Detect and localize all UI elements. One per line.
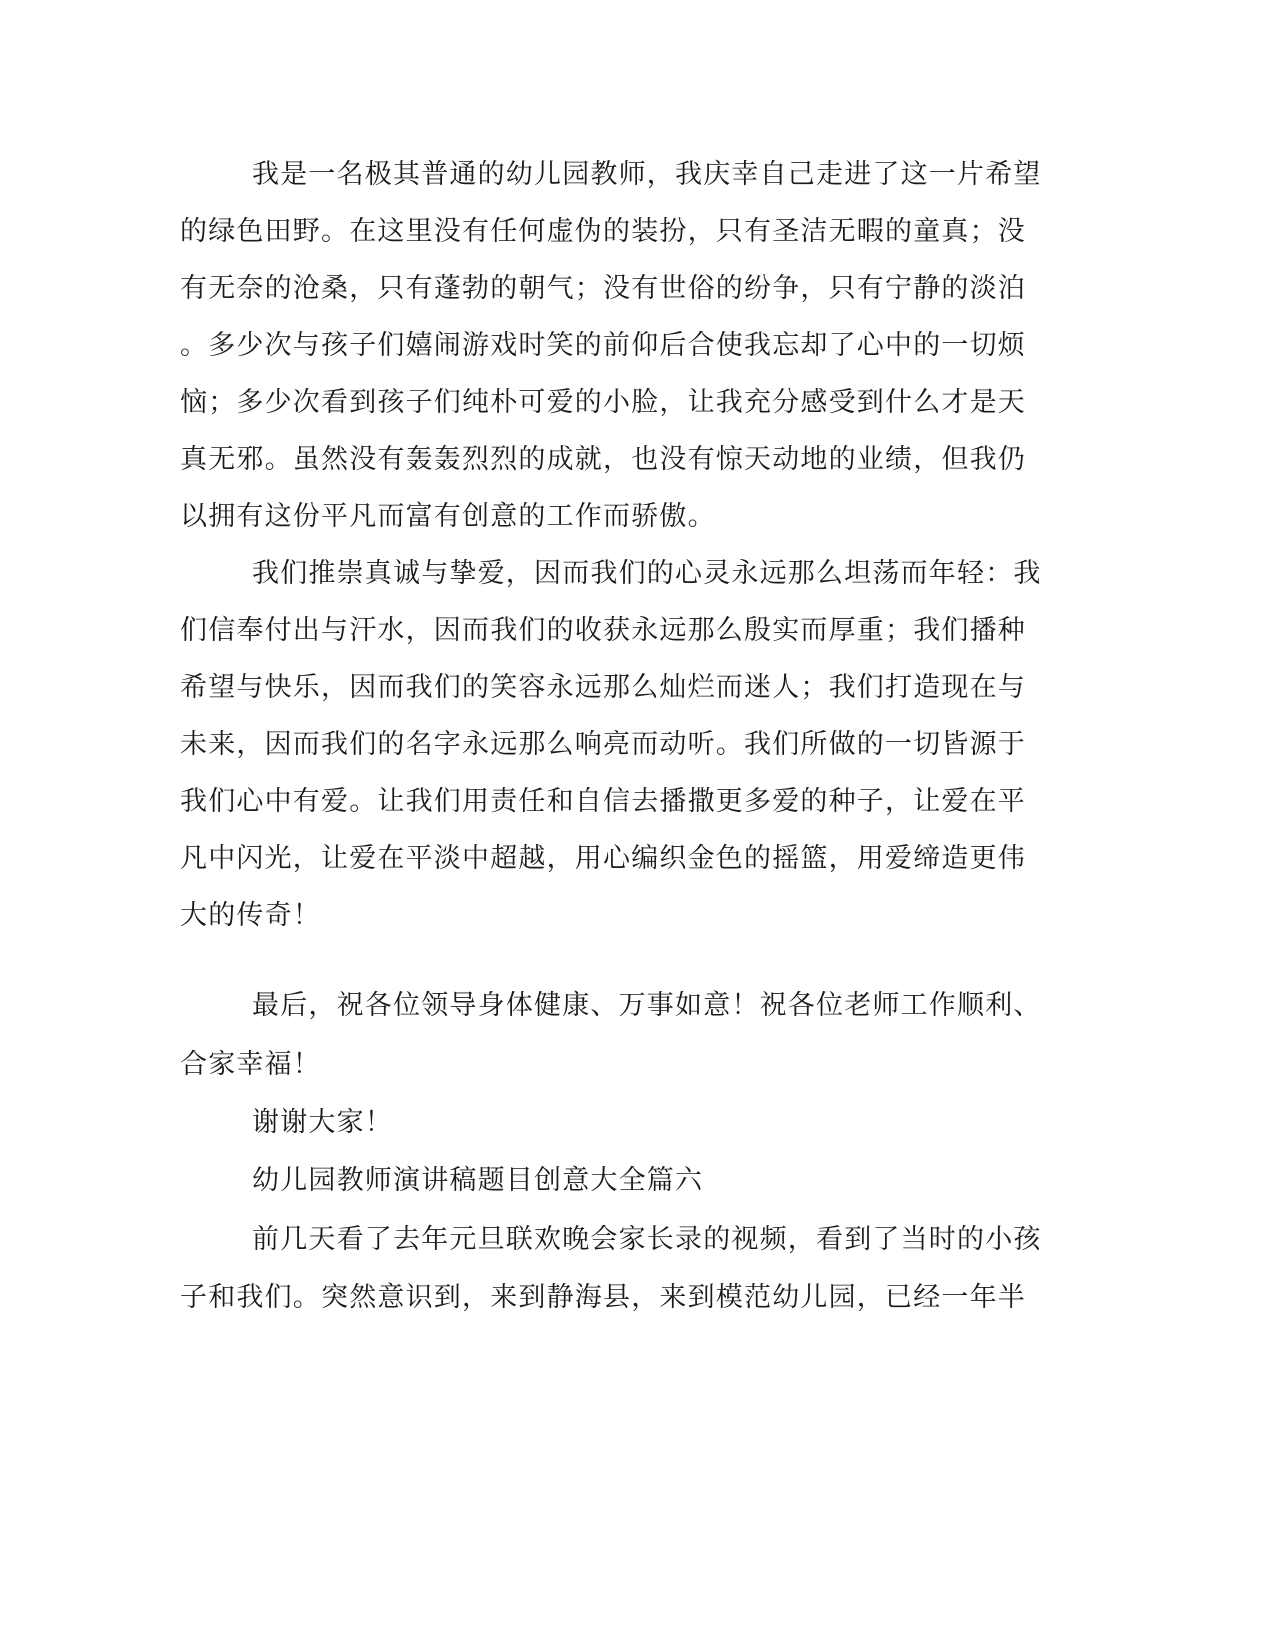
text-line: 合家幸福！ [180,1049,321,1080]
text-line: 的绿色田野。在这里没有任何虚伪的装扮，只有圣洁无暇的童真；没 [180,216,1026,247]
text-line: 凡中闪光，让爱在平淡中超越，用心编织金色的摇篮，用爱缔造更伟 [180,843,1026,874]
text-line: 我们推崇真诚与挚爱，因而我们的心灵永远那么坦荡而年轻：我 [252,558,1042,589]
text-line: 有无奈的沧桑，只有蓬勃的朝气；没有世俗的纷争，只有宁静的淡泊 [180,273,1026,304]
text-line: 我们心中有爱。让我们用责任和自信去播撒更多爱的种子，让爱在平 [180,786,1026,817]
text-line: 恼；多少次看到孩子们纯朴可爱的小脸，让我充分感受到什么才是天 [180,387,1026,418]
text-line: 们信奉付出与汗水，因而我们的收获永远那么殷实而厚重；我们播种 [180,615,1026,646]
text-line: 子和我们。突然意识到，来到静海县，来到模范幼儿园，已经一年半 [180,1282,1026,1313]
text-line: 。多少次与孩子们嬉闹游戏时笑的前仰后合使我忘却了心中的一切烦 [180,330,1026,361]
text-line: 希望与快乐，因而我们的笑容永远那么灿烂而迷人；我们打造现在与 [180,672,1026,703]
text-line: 未来，因而我们的名字永远那么响亮而动听。我们所做的一切皆源于 [180,729,1026,760]
text-line: 谢谢大家！ [252,1107,393,1138]
text-line: 最后，祝各位领导身体健康、万事如意！祝各位老师工作顺利、 [252,990,1042,1021]
text-line: 前几天看了去年元旦联欢晚会家长录的视频，看到了当时的小孩 [252,1224,1042,1255]
section-heading: 幼儿园教师演讲稿题目创意大全篇六 [252,1165,704,1196]
text-line: 我是一名极其普通的幼儿园教师，我庆幸自己走进了这一片希望 [252,159,1042,190]
text-line: 真无邪。虽然没有轰轰烈烈的成就，也没有惊天动地的业绩，但我仍 [180,444,1026,475]
text-line: 以拥有这份平凡而富有创意的工作而骄傲。 [180,501,716,532]
text-line: 大的传奇！ [180,900,321,931]
